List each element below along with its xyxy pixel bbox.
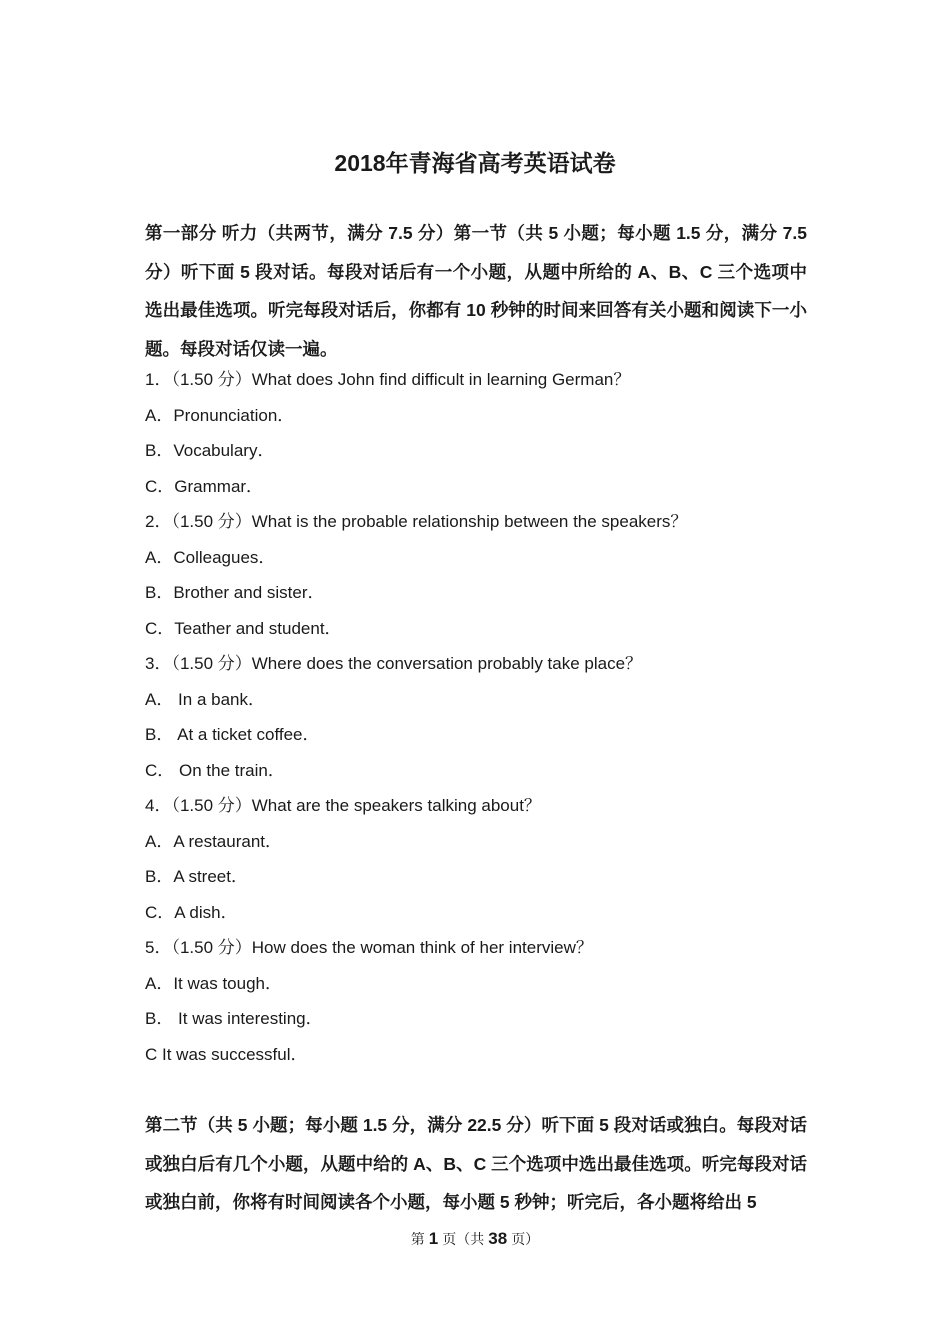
option-1c: C．Grammar． [145, 476, 264, 496]
footer-prefix: 第 [410, 1232, 425, 1248]
question-4: 4．（1.50 分）What are the speakers talking about？ [145, 796, 541, 815]
option-3b: B． At a ticket coffee． [145, 725, 320, 744]
option-1a: A．Pronunciation． [145, 405, 295, 425]
option-2b: B．Brother and sister． [145, 583, 325, 602]
footer-middle: 页（共 [442, 1232, 485, 1248]
question-3: 3．（1.50 分）Where does the conversation probably take place？ [145, 654, 643, 673]
question-1: 1．（1.50 分）What does John find difficult in learning German？ [145, 370, 631, 389]
option-4b: B．A street． [145, 867, 248, 886]
page-number: 1 [428, 1229, 439, 1248]
option-5b: B． It was interesting． [145, 1009, 323, 1028]
option-4a: A．A restaurant． [145, 831, 283, 851]
question-5: 5．（1.50 分）How does the woman think of her interview？ [145, 938, 593, 957]
option-2a: A．Colleagues． [145, 547, 276, 567]
option-3c: C． On the train． [145, 760, 285, 780]
option-5a: A．It was tough． [145, 973, 283, 993]
option-5c: C It was successful． [145, 1044, 308, 1064]
option-4c: C．A dish． [145, 902, 238, 922]
page-title: 2018年青海省高考英语试卷 [334, 150, 616, 177]
option-3a: A． In a bank． [145, 689, 266, 709]
footer-suffix: 页） [511, 1232, 540, 1248]
section-one-intro: 第一部分 听力（共两节，满分 7.5 分）第一节（共 5 小题；每小题 1.5 分，满分 7.5 分）听下面 5 段对话。每段对话后有一个小题，从题中所给的 A、B、C 三个选项中选出最佳选项。听完每段对话后，你都有 10 秒钟的时间来回答有关小题和阅读下一小题。每段对话仅读一遍。 [145, 223, 807, 359]
total-pages: 38 [488, 1229, 508, 1248]
question-list [145, 362, 807, 1072]
option-1b: B．Vocabulary． [145, 441, 275, 460]
page-footer [0, 1227, 950, 1252]
question-2: 2．（1.50 分）What is the probable relationship between the speakers？ [145, 512, 688, 531]
option-2c: C．Teather and student． [145, 618, 342, 638]
section-two-intro: 第二节（共 5 小题；每小题 1.5 分，满分 22.5 分）听下面 5 段对话或独白。每段对话或独白后有几个小题，从题中给的 A、B、C 三个选项中选出最佳选项。听完每段对话或独白前，你将有时间阅读各个小题，每小题 5 秒钟；听完后，各小题将给出 5 [145, 1115, 807, 1212]
